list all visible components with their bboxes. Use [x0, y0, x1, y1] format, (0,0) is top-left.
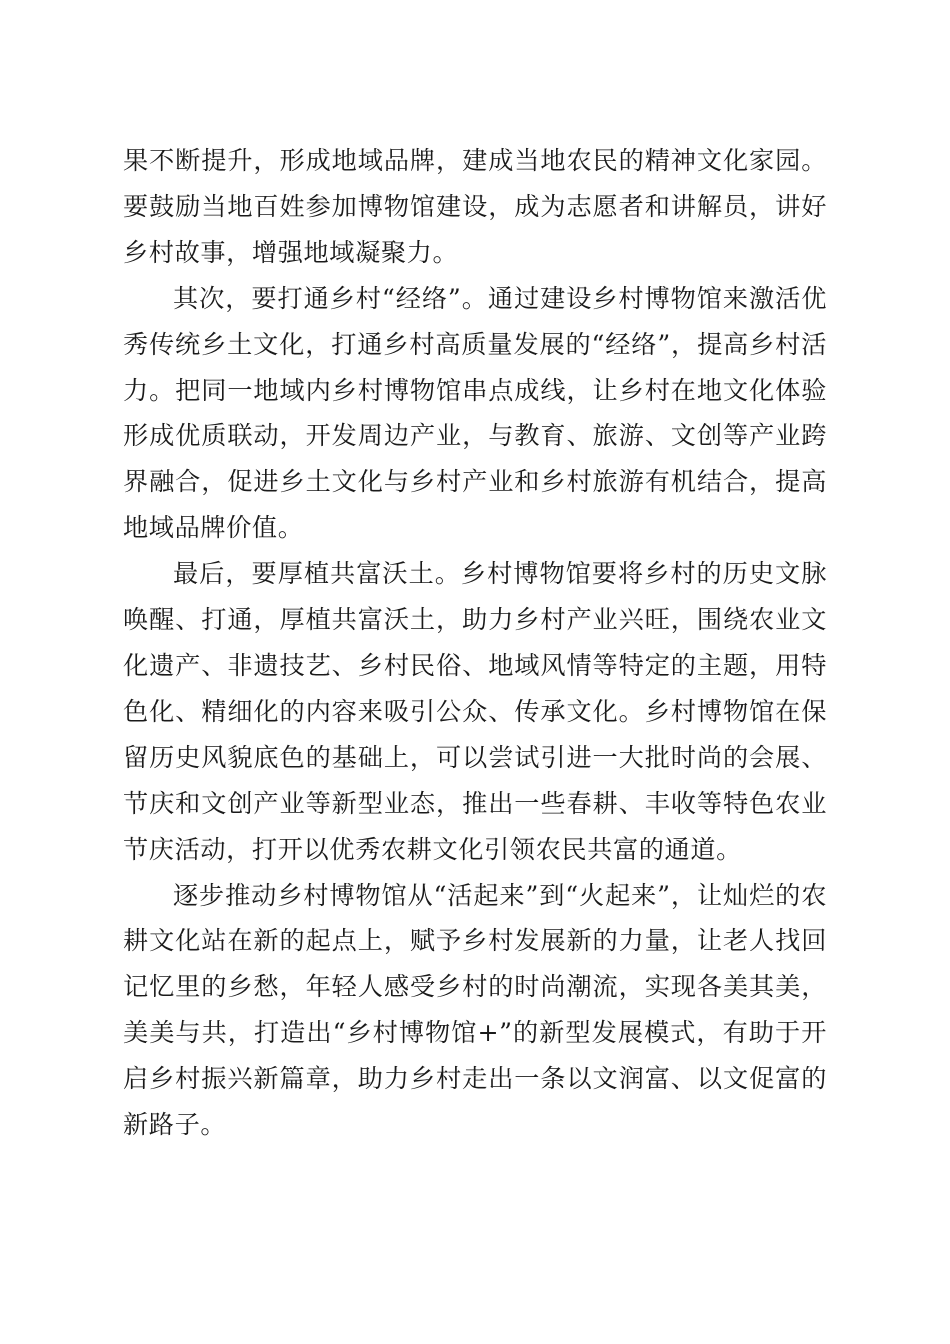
- article-body: [123, 138, 827, 1148]
- paragraph-3: 最后，要厚植共富沃土。乡村博物馆要将乡村的历史文脉唤醒、打通，厚植共富沃土，助力乡村产业兴旺，围绕农业文化遗产、非遗技艺、乡村民俗、地域风情等特定的主题，用特色化、精细化的内容来吸引公众、传承文化。乡村博物馆在保留历史风貌底色的基础上，可以尝试引进一大批时尚的会展、节庆和文创产业等新型业态，推出一些春耕、丰收等特色农业节庆活动，打开以优秀农耕文化引领农民共富的通道。: [123, 559, 827, 864]
- paragraph-2: 其次，要打通乡村“经络”。通过建设乡村博物馆来激活优秀传统乡土文化，打通乡村高质量发展的“经络”，提高乡村活力。把同一地域内乡村博物馆串点成线，让乡村在地文化体验形成优质联动，开发周边产业，与教育、旅游、文创等产业跨界融合，促进乡土文化与乡村产业和乡村旅游有机结合，提高地域品牌价值。: [123, 283, 827, 543]
- paragraph-4: 逐步推动乡村博物馆从“活起来”到“火起来”，让灿烂的农耕文化站在新的起点上，赋予乡村发展新的力量，让老人找回记忆里的乡愁，年轻人感受乡村的时尚潮流，实现各美其美，美美与共，打造出“乡村博物馆+”的新型发展模式，有助于开启乡村振兴新篇章，助力乡村走出一条以文润富、以文促富的新路子。: [123, 880, 827, 1140]
- paragraph-1: 果不断提升，形成地域品牌，建成当地农民的精神文化家园。要鼓励当地百姓参加博物馆建设，成为志愿者和讲解员，讲好乡村故事，增强地域凝聚力。: [123, 146, 827, 267]
